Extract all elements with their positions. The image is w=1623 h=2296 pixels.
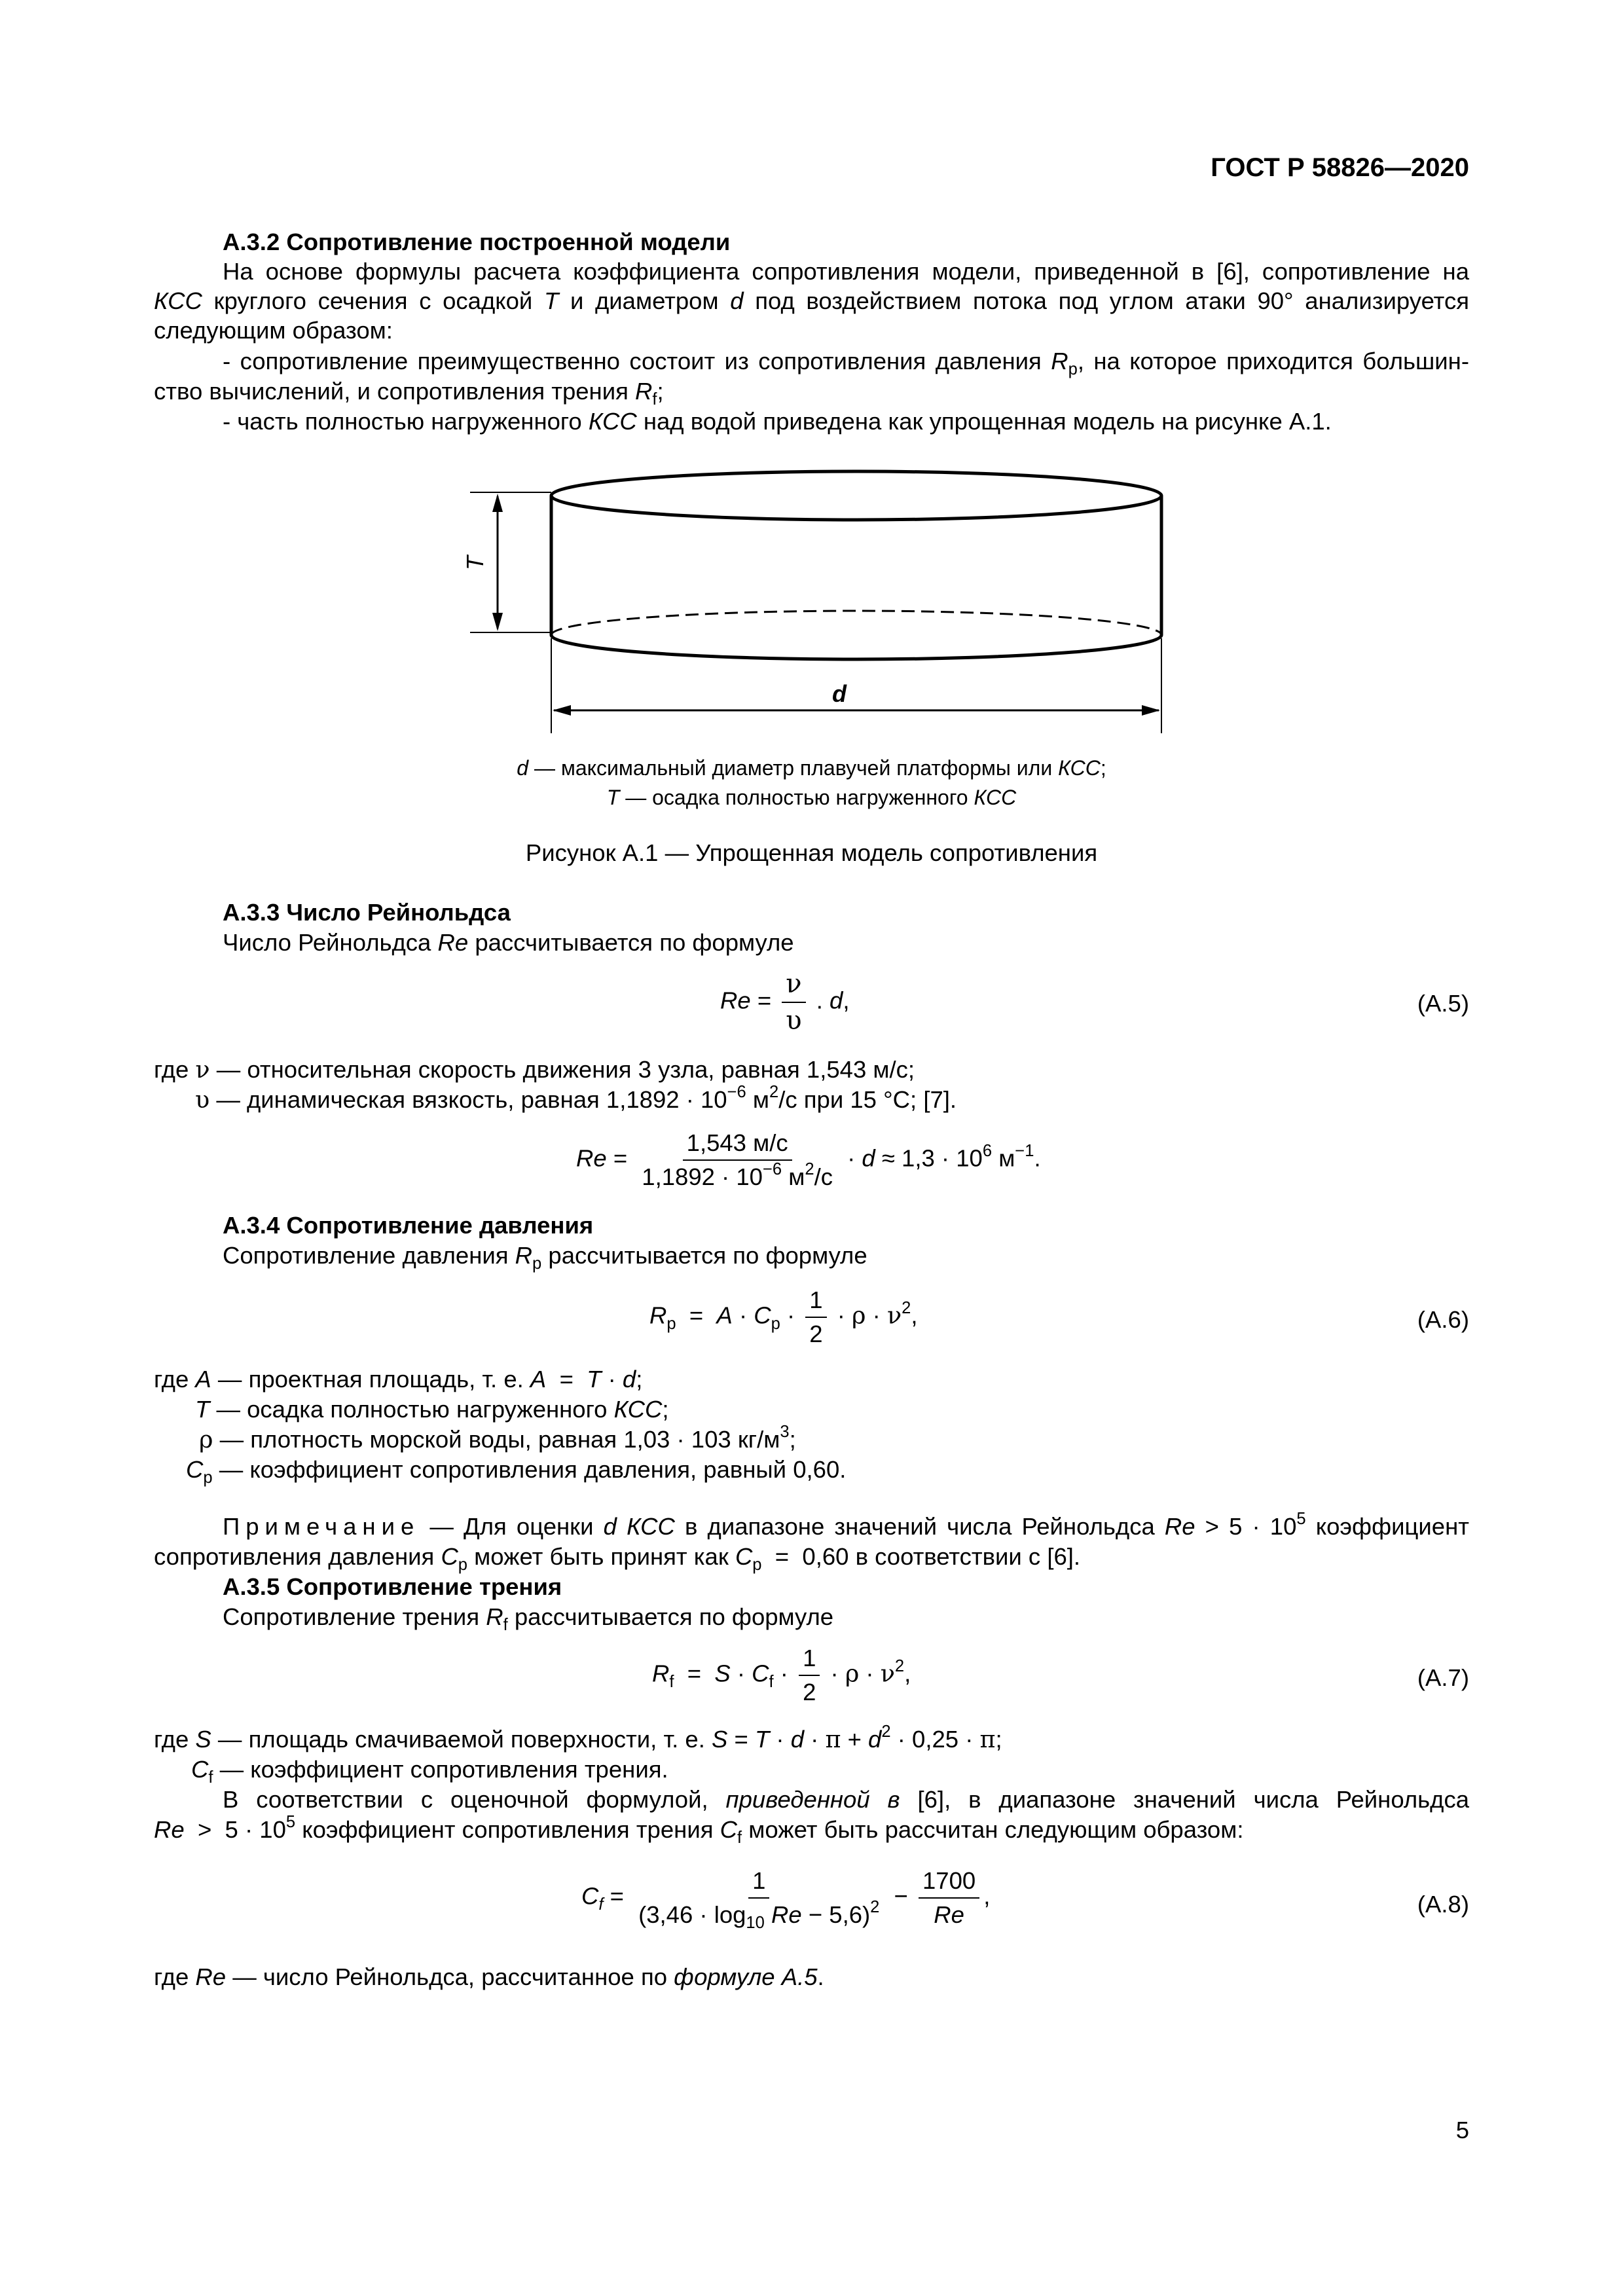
figure-legend-T: T — осадка полностью нагруженного КСС	[606, 786, 1017, 809]
s34-where-rho: ρ — плотность морской воды, равная 1,03 · 103 $кг/м^3$;	[199, 1423, 796, 1453]
s32-para-line1: На основе формулы расчета коэффициента сопротивления модели, приведенной в [6], сопротивление на	[223, 258, 1469, 285]
s35-last-line: где Re — число Рейнольдса, рассчитанное по формуле А.5.	[154, 1963, 824, 1990]
equation-number-a6: (А.6)	[1417, 1306, 1469, 1333]
s34-where-T: T — осадка полностью нагруженного КСС;	[195, 1396, 669, 1423]
s32-bullet-1-cont: ство вычислений, и сопротивления трения $R_f$;	[154, 378, 664, 409]
dimension-d-label: d	[832, 680, 847, 707]
equation-number-a7: (А.7)	[1417, 1664, 1469, 1691]
s32-bullet-1: - сопротивление преимущественно состоит из сопротивления давления $R_p$, на которое приходится большин-	[223, 348, 1469, 379]
figure-legend-d: d — максимальный диаметр плавучей платформы или КСС;	[517, 756, 1106, 780]
equation-a6: $R_p = A \cdot C_p$ · $\frac{1}{2}$ · $\rho \cdot \nu^2$,	[649, 1286, 918, 1347]
s35-where-Cf: $C_f$ — коэффициент сопротивления трения.	[191, 1756, 668, 1787]
cylinder-bottom-front-arc	[551, 635, 1161, 659]
cylinder-drawing	[551, 471, 1161, 659]
s35-para-line1: В соответствии с оценочной формулой, приведенной в [6], в диапазоне значений числа Рейнольдса	[223, 1786, 1469, 1813]
s35-where-S: где S — площадь смачиваемой поверхности, т. е. $S = T \cdot d \cdot \pi + d^2 \cdot 0,25 \cdot \pi$;	[154, 1722, 1002, 1753]
equation-a5: Re = $\frac{\nu}{\upsilon}$ . d,	[720, 969, 850, 1036]
s32-bullet-2: - часть полностью нагруженного КСС над водой приведена как упрощенная модель на рисунке А.1.	[223, 408, 1332, 435]
section-a33-heading: А.3.3 Число Рейнольдса	[223, 899, 511, 926]
s34-note-line2: сопротивления давления $C_p$ может быть принят как $C_p = 0,60$ в соответствии с [6].	[154, 1543, 1081, 1575]
section-a34-heading: А.3.4 Сопротивление давления	[223, 1212, 594, 1239]
equation-a7: $R_f = S \cdot C_f$ · $\frac{1}{2}$ · $\rho \cdot \nu^2$,	[652, 1645, 911, 1705]
equation-number-a5: (А.5)	[1417, 990, 1469, 1017]
dimension-T-label: T	[462, 556, 488, 570]
figure-caption: Рисунок А.1 — Упрощенная модель сопротивления	[525, 839, 1098, 866]
equation-re-calculation: Re = $\frac{1,543 м/с}{1,1892 \cdot 10^{-6} м^2/с}$ · $d \approx 1,3 \cdot 10^6$ $м^{-1}$.	[576, 1129, 1041, 1190]
s33-intro: Число Рейнольдса Re рассчитывается по формуле	[223, 929, 794, 956]
cylinder-top-ellipse	[551, 471, 1161, 520]
document-id: ГОСТ Р 58826—2020	[1211, 153, 1469, 182]
s33-where-nu: где ν — относительная скорость движения 3 узла, равная 1,543 м/с;	[154, 1055, 915, 1084]
figure-cylinder-model	[458, 458, 1198, 746]
equation-a8: $C_f$ = $\frac{1}{(3,46 \cdot \log_{10} Re - 5,6)^2}$ − $\frac{1700}{Re}$ ,	[581, 1867, 991, 1933]
equation-number-a8: (А.8)	[1417, 1891, 1469, 1918]
s35-para-line2: $Re > 5 \cdot 10^5$ коэффициент сопротивления трения $C_f$ может быть рассчитан следующим образом:	[154, 1813, 1244, 1848]
s32-para-line3: следующим образом:	[154, 317, 393, 344]
cylinder-bottom-hidden-arc	[551, 611, 1161, 635]
page-number: 5	[1455, 2117, 1469, 2143]
s32-para-line2: КСС круглого сечения с осадкой T и диаметром d под воздействием потока под углом атаки 90° анализируется	[154, 287, 1469, 314]
section-a35-heading: А.3.5 Сопротивление трения	[223, 1573, 562, 1600]
s34-intro: Сопротивление давления $R_p$ рассчитывается по формуле	[223, 1242, 867, 1273]
s34-where-Cp: $C_p$ — коэффициент сопротивления давления, равный 0,60.	[186, 1456, 847, 1487]
s35-intro: Сопротивление трения $R_f$ рассчитывается по формуле	[223, 1603, 834, 1635]
section-a32-heading: А.3.2 Сопротивление построенной модели	[223, 228, 731, 255]
s34-where-A: где A — проектная площадь, т. е. A = T · d;	[154, 1366, 643, 1393]
s34-note-line1: Примечание — Для оценки d КСС в диапазоне значений числа Рейнольдса $Re > 5 \cdot 10^5$ коэффициент	[223, 1510, 1469, 1540]
s33-where-upsilon: υ — динамическая вязкость, равная $1,1892 \cdot 10^{-6}$ $м^2/с$ при 15 °С; [7].	[195, 1083, 957, 1114]
